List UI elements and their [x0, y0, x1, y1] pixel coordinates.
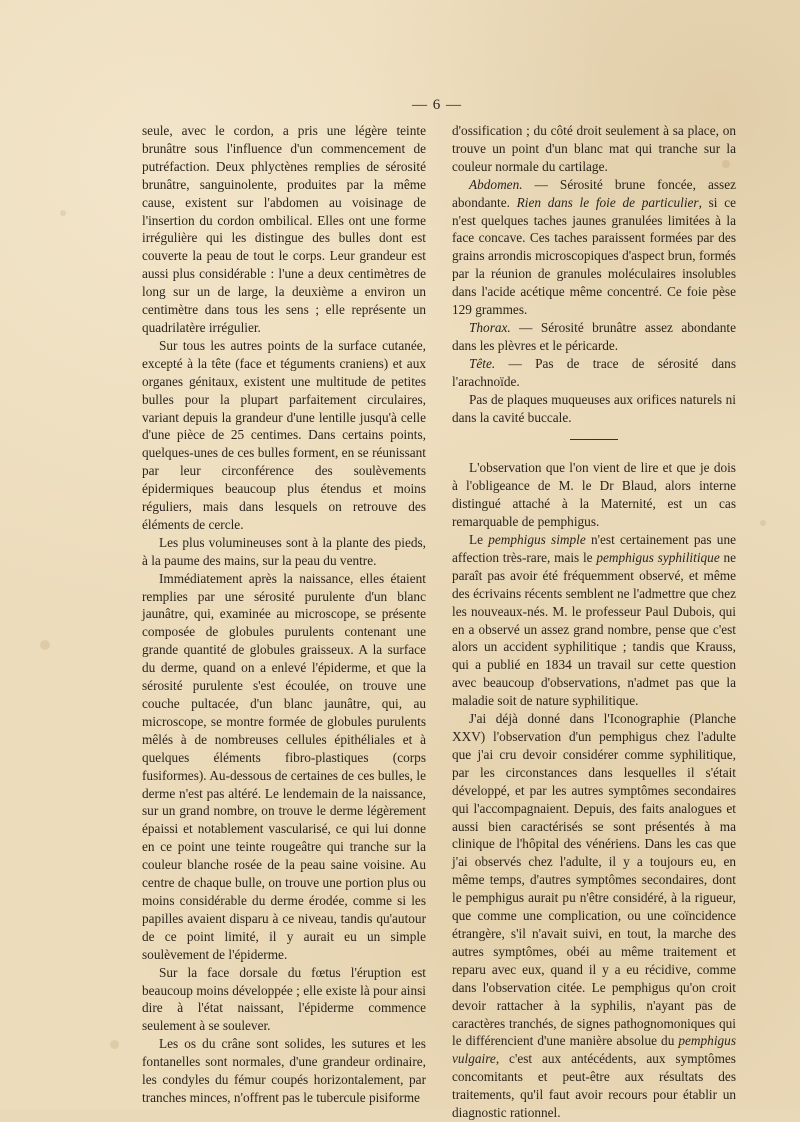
- foxing-spot: [760, 520, 766, 526]
- paragraph-text: — Sérosité brune foncée, assez abondante.: [452, 176, 736, 210]
- paragraph-text: , c'est aux antécédents, aux symptômes concomitants et peut-être aux résultats des traitements, qu'il faut avoir recours pour établir un diagnostic rationnel.: [452, 1051, 736, 1121]
- emphasis-text: pemphigus syphilitique: [596, 549, 720, 565]
- tete-paragraph: [452, 355, 736, 391]
- paragraph: Sur tous les autres points de la surface cutanée, excepté à la tête (face et téguments craniens) et aux organes génitaux, existent une multitude de petites bulles pour la plupart parfaitement circulaires, variant depuis la grandeur d'une lentille jusqu'à celle d'une pièce de 25 centimes. Dans certains points, quelques-unes de ces bulles forment, en se réunissant par leur circonférence des soulèvements épidermiques beaucoup plus étendus et moins réguliers, mais dans lesquels on retrouve des éléments de cercle.: [142, 337, 426, 532]
- paragraph: Immédiatement après la naissance, elles étaient remplies par une sérosité purulente d'un blanc jaunâtre, qui, examinée au microscope, se présente composée de globules purulents contenant une grande quantité de globules graisseux. A la surface du derme, quand on a enlevé l'épiderme, et que la sérosité purulente s'est écoulée, on trouve une couche pultacée, d'un blanc jaunâtre, qui, au microscope, se montre formée de globules purulents mêlés à de nombreuses cellules épithéliales et à quelques éléments fibro-plastiques (corps fusiformes). Au-dessous de certaines de ces bulles, le derme n'est pas altéré. Le lendemain de la naissance, sur un grand nombre, on trouve le derme légèrement épaissi et notablement vascularisé, ce qui lui donne en ce point une teinte rougeâtre qui tranche sur la couleur blanche rosée de la peau saine voisine. Au centre de chaque bulle, on trouve une portion plus ou moins considérable du derme érodée, comme si les papilles avaient disparu à ce niveau, tandis qu'autour de ce point limité, il y aurait eu un simple soulèvement de l'épiderme.: [142, 570, 426, 962]
- paragraph: d'ossification ; du côté droit seulement à sa place, on trouve un point d'un blanc mat qui tranche sur la couleur normale du cartilage.: [452, 123, 736, 174]
- paragraph-text: n'est certainement pas une affection très-rare, mais le: [452, 532, 736, 565]
- paragraph: Pas de plaques muqueuses aux orifices naturels ni dans la cavité buccale.: [452, 391, 736, 425]
- section-label-tete: Tête.: [469, 355, 496, 371]
- paragraph: Les os du crâne sont solides, les sutures et les fontanelles sont normales, d'une grandeur ordinaire, les condyles du fémur coupés horizontalement, par tranches minces, n'offrent pas le tubercule pisiforme: [142, 1036, 426, 1105]
- iconographie-paragraph: [452, 710, 736, 1122]
- paragraph-text: — Sérosité brunâtre assez abondante dans les plèvres et le péricarde.: [452, 319, 736, 353]
- right-column: [452, 122, 736, 1122]
- paragraph-text: , si ce n'est quelques taches jaunes granulées limitées à la face concave. Ces taches paraissent formées par des grains arrondis microscopiques d'aspect brun, formés par la réunion de granules moléculaires insolubles dans l'acide acétique même concentré. Ce foie pèse 129 grammes.: [452, 194, 736, 318]
- section-label-thorax: Thorax.: [469, 319, 511, 335]
- paragraph-text: J'ai déjà donné dans l'Iconographie (Planche XXV) l'observation d'un pemphigus chez l'adulte que j'ai cru devoir considérer comme syphilitique, par les circonstances dans lesquelles il s'était développé, et par les autres symptômes secondaires qui l'accompagnaient. Depuis, des faits analogues et aussi bien caractérisés se sont présentés à ma clinique de l'hôpital des vénériens. Dans les cas que j'ai observés chez l'adulte, il y a toujours eu, en même temps, d'autres symptômes secondaires, dont le pemphigus aurait pu n'être considéré, à la rigueur, que comme une complication, ou une coïncidence étrangère, s'il n'avait suivi, en tout, la marche des autres symptômes, obéi au même traitement et reparu avec eux, quand il y a eu récidive, comme dans l'observation citée. Le pemphigus qu'on croit devoir rattacher à la syphilis, n'ayant pas de caractères tranchés, de signes pathognomoniques qui le différencient d'une manière absolue du: [452, 711, 736, 1049]
- emphasis-text: Rien dans le foie de particulier: [516, 194, 699, 210]
- foxing-spot: [60, 210, 66, 216]
- section-divider: [570, 439, 618, 440]
- abdomen-paragraph: [452, 176, 736, 319]
- foxing-spot: [110, 1040, 119, 1049]
- paragraph-text: — Pas de trace de sérosité dans l'arachnoïde.: [452, 355, 736, 389]
- paragraph: Sur la face dorsale du fœtus l'éruption est beaucoup moins développée ; elle existe là pour ainsi dire à l'état naissant, l'épiderme commence seulement à se soulever.: [142, 964, 426, 1034]
- paragraph-text: ne paraît pas avoir été fréquemment observé, et même des écrivains récents semblent ne l'admettre que chez les nouveaux-nés. M. le professeur Paul Dubois, qui en a observé un assez grand nombre, pense que c'est alors un accident syphilitique ; tandis que Krauss, qui a publié en 1834 un travail sur cette question avec beaucoup d'observations, n'admet pas que la maladie soit de nature syphilitique.: [452, 549, 737, 709]
- paragraph-text: Le: [469, 532, 489, 548]
- paragraph: Les plus volumineuses sont à la plante des pieds, à la paume des mains, sur la peau du ventre.: [142, 534, 426, 568]
- emphasis-text: pemphigus vulgaire: [452, 1033, 736, 1067]
- thorax-paragraph: [452, 319, 736, 355]
- left-column: [142, 122, 426, 1107]
- emphasis-text: pemphigus simple: [488, 532, 586, 548]
- paragraph: L'observation que l'on vient de lire et que je dois à l'obligeance de M. le Dr Blaud, alors interne distingué attaché à la Maternité, est un cas remarquable de pemphigus.: [452, 460, 736, 530]
- section-label-abdomen: Abdomen.: [469, 176, 523, 192]
- page-number: — 6 —: [412, 97, 462, 113]
- pemphigus-paragraph: [452, 531, 736, 710]
- foxing-spot: [40, 640, 50, 650]
- paragraph: seule, avec le cordon, a pris une légère teinte brunâtre sous l'influence d'un commencement de putréfaction. Deux phlyctènes remplies de sérosité brunâtre, sanguinolente, produites par la même cause, existent sur l'abdomen au voisinage de l'insertion du cordon ombilical. Elles ont une forme irrégulière qui les distingue des bulles dont est couverte la peau de tout le corps. Leur grandeur est aussi plus considérable : l'une a deux centimètres de long sur un de large, la deuxième a environ un centimètre dans tous les sens ; elle représente un quadrilatère irrégulier.: [142, 123, 426, 335]
